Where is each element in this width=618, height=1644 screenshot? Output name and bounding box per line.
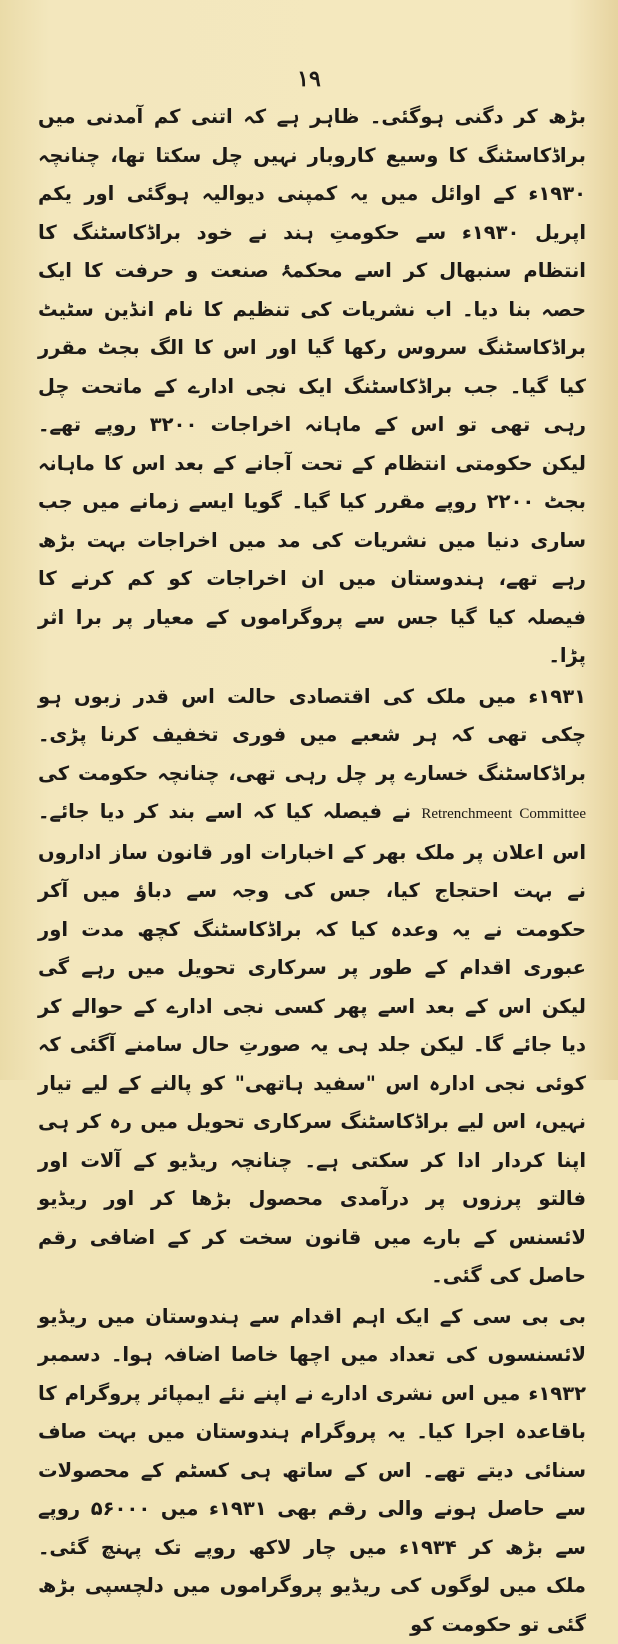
paragraph-economic-crisis [38,678,586,1296]
paragraph-bbc-empire-programme: بی بی سی کے ایک اہم اقدام سے ہندوستان میں ریڈیو لائسنسوں کی تعداد میں اچھا خاصا اضافہ ہوا۔ دسمبر ۱۹۳۲ء میں اس نشری ادارے نے اپنے نئے ایمپائر پروگرام کا باقاعدہ اجرا کیا۔ یہ پروگرام ہندوستان میں بہت صاف سنائی دیتے تھے۔ اس کے ساتھ ہی کسٹم کے محصولات سے حاصل ہونے والی رقم بھی ۱۹۳۱ء میں ۵۶۰۰۰ روپے سے بڑھ کر ۱۹۳۴ء میں چار لاکھ روپے تک پہنچ گئی۔ ملک میں لوگوں کی ریڈیو پروگراموں میں دلچسپی بڑھ گئی تو حکومت کو [38,1298,586,1644]
paragraph-text: ۱۹۳۱ء میں ملک کی اقتصادی حالت اس قدر زبوں ہو چکی تھی کہ ہر شعبے میں فوری تخفیف کرنا پڑی۔ براڈکاسٹنگ خسارے پر چل رہی تھی، چنانچہ حکومت کی [38,685,586,785]
retrenchment-committee-term: Retrenchmeent Committee [421,806,586,822]
page-number: ۱۹ [0,66,618,92]
paragraph-text: نے فیصلہ کیا کہ اسے بند کر دیا جائے۔ اس اعلان پر ملک بھر کے اخبارات اور قانون ساز اداروں نے بہت احتجاج کیا، جس کی وجہ سے دباؤ میں آکر حکومت نے یہ وعدہ کیا کہ براڈکاسٹنگ کچھ مدت اور عبوری اقدام کے طور پر سرکاری تحویل میں رہے گی لیکن اس کے بعد اسے پھر کسی نجی ادارے کے حوالے کر دیا جائے گا۔ لیکن جلد ہی یہ صورتِ حال سامنے آگئی کہ کوئی نجی ادارہ اس "سفید ہاتھی" کو پالنے کے لیے تیار نہیں، اس لیے براڈکاسٹنگ سرکاری تحویل میں رہ کر ہی اپنا کردار ادا کر سکتی ہے۔ چنانچہ ریڈیو کے آلات اور فالتو پرزوں پر درآمدی محصول بڑھا کر اور ریڈیو لائسنس کے بارے میں قانون سخت کر کے اضافی رقم حاصل کی گئی۔ [38,800,586,1287]
paragraph-broadcasting-history: بڑھ کر دگنی ہوگئی۔ ظاہر ہے کہ اتنی کم آمدنی میں براڈکاسٹنگ کا وسیع کاروبار نہیں چل سکتا تھا، چنانچہ ۱۹۳۰ء کے اوائل میں یہ کمپنی دیوالیہ ہوگئی اور یکم اپریل ۱۹۳۰ء سے حکومتِ ہند نے خود براڈکاسٹنگ کا انتظام سنبھال کر اسے محکمۂ صنعت و حرفت کا ایک حصہ بنا دیا۔ اب نشریات کی تنظیم کا نام انڈین سٹیٹ براڈکاسٹنگ سروس رکھا گیا اور اس کا الگ بجٹ مقرر کیا گیا۔ جب براڈکاسٹنگ ایک نجی ادارے کے ماتحت چل رہی تھی تو اس کے ماہانہ اخراجات ۳۲۰۰ روپے تھے۔ لیکن حکومتی انتظام کے تحت آجانے کے بعد اس کا ماہانہ بجٹ ۲۲۰۰ روپے مقرر کیا گیا۔ گویا ایسے زمانے میں جب ساری دنیا میں نشریات کی مد میں اخراجات بہت بڑھ رہے تھے، ہندوستان میں ان اخراجات کو کم کرنے کا فیصلہ کیا گیا جس سے پروگراموں کے معیار پر برا اثر پڑا۔ [38,98,586,676]
urdu-body-text [38,98,586,1644]
